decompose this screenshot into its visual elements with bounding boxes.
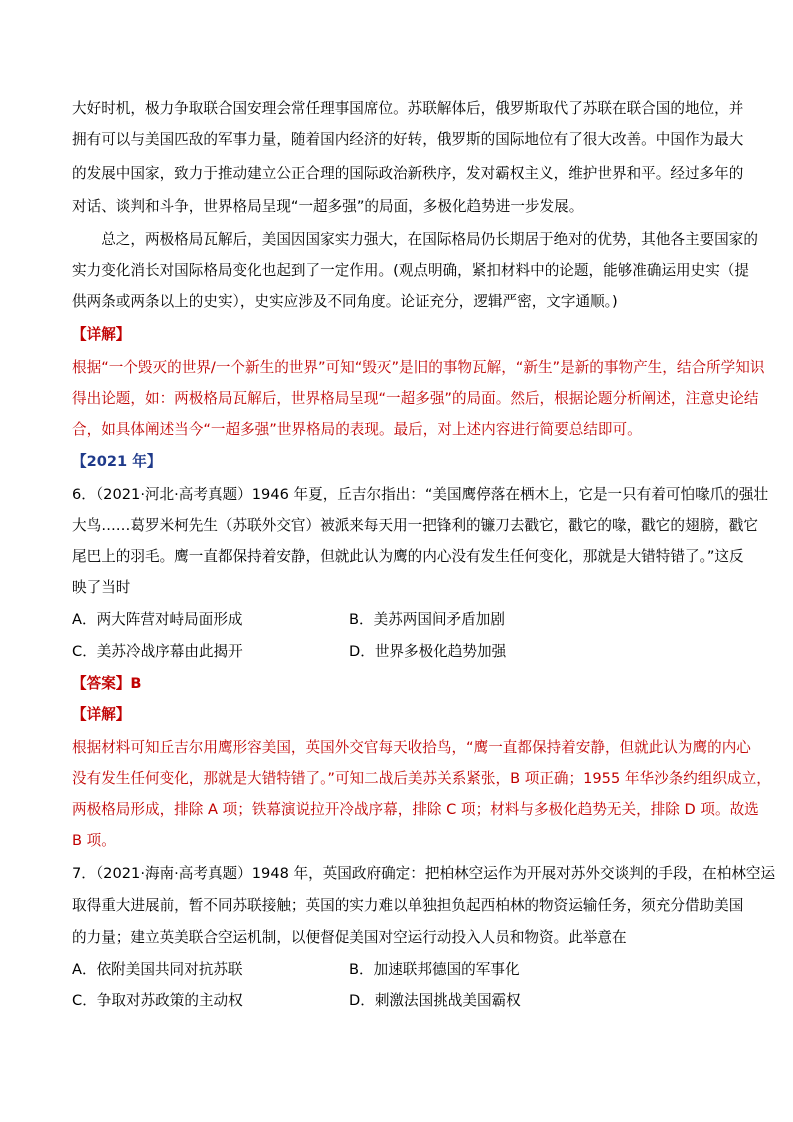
detail-heading-1: 【详解】 bbox=[72, 326, 131, 343]
q6-stem-line-3: 尾巴上的羽毛。鹰一直都保持着安静，但就此认为鹰的内心没有发生任何变化，那就是大错特错了。”这反 bbox=[72, 548, 744, 565]
q6-stem-line-4: 映了当时 bbox=[72, 579, 131, 596]
summary-line-3: 供两条或两条以上的史实），史实应涉及不同角度。论证充分，逻辑严密，文字通顺。) bbox=[72, 293, 618, 310]
q6-option-b: B．美苏两国间矛盾加剧 bbox=[349, 611, 505, 628]
q6-stem-line-2: 大鸟……葛罗米柯先生（苏联外交官）被派来每天用一把锋利的镰刀去戳它，戳它的喙，戳它的翅膀，戳它 bbox=[72, 517, 758, 534]
q7-option-b: B．加速联邦德国的军事化 bbox=[349, 961, 520, 978]
year-heading: 【2021 年】 bbox=[72, 453, 162, 470]
q6-detail-line-2: 没有发生任何变化，那就是大错特错了。”可知二战后美苏关系紧张，B 项正确；1955 年华沙条约组织成立， bbox=[72, 770, 771, 787]
q7-option-a: A．依附美国共同对抗苏联 bbox=[72, 961, 243, 978]
q7-stem-line-1: 7．（2021·海南·高考真题）1948 年，英国政府确定：把柏林空运作为开展对苏外交谈判的手段，在柏林空运 bbox=[72, 865, 776, 882]
q6-stem-line-1: 6．（2021·河北·高考真题）1946 年夏，丘吉尔指出：“美国鹰停落在栖木上，它是一只有着可怕喙爪的强壮 bbox=[72, 486, 769, 503]
q6-option-a: A．两大阵营对峙局面形成 bbox=[72, 611, 243, 628]
q6-answer: 【答案】B bbox=[72, 675, 142, 692]
q6-detail-line-1: 根据材料可知丘吉尔用鹰形容美国，英国外交官每天收拾鸟，“鹰一直都保持着安静，但就此认为鹰的内心 bbox=[72, 739, 751, 756]
intro-line-3: 的发展中国家，致力于推动建立公正合理的国际政治新秩序，发对霸权主义，维护世界和平。经过多年的 bbox=[72, 165, 744, 182]
detail1-line-2: 得出论题，如：两极格局瓦解后，世界格局呈现“一超多强”的局面。然后，根据论题分析阐述，注意史论结 bbox=[72, 390, 759, 407]
q6-option-c: C．美苏冷战序幕由此揭开 bbox=[72, 643, 243, 660]
q7-stem-line-3: 的力量；建立英美联合空运机制，以便督促美国对空运行动投入人员和物资。此举意在 bbox=[72, 929, 627, 946]
q6-detail-line-3: 两极格局形成，排除 A 项；铁幕演说拉开冷战序幕，排除 C 项；材料与多极化趋势无关，排除 D 项。故选 bbox=[72, 801, 759, 818]
q6-detail-heading: 【详解】 bbox=[72, 706, 131, 723]
intro-line-2: 拥有可以与美国匹敌的军事力量，随着国内经济的好转，俄罗斯的国际地位有了很大改善。中国作为最大 bbox=[72, 131, 744, 148]
q7-option-d: D．刺激法国挑战美国霸权 bbox=[349, 992, 521, 1009]
summary-line-1: 总之，两极格局瓦解后，美国因国家实力强大，在国际格局仍长期居于绝对的优势，其他各主要国家的 bbox=[72, 231, 758, 248]
q6-option-d: D．世界多极化趋势加强 bbox=[349, 643, 507, 660]
detail1-line-3: 合，如具体阐述当今“一超多强”世界格局的表现。最后，对上述内容进行简要总结即可。 bbox=[72, 421, 642, 438]
detail1-line-1: 根据“一个毁灭的世界/一个新生的世界”可知“毁灭”是旧的事物瓦解，“新生”是新的事物产生，结合所学知识 bbox=[72, 359, 765, 376]
q7-stem-line-2: 取得重大进展前，暂不同苏联接触；英国的实力难以单独担负起西柏林的物资运输任务，须充分借助美国 bbox=[72, 897, 744, 914]
q7-option-c: C．争取对苏政策的主动权 bbox=[72, 992, 243, 1009]
intro-line-4: 对话、谈判和斗争，世界格局呈现“一超多强”的局面，多极化趋势进一步发展。 bbox=[72, 198, 584, 215]
summary-line-2: 实力变化消长对国际格局变化也起到了一定作用。(观点明确，紧扣材料中的论题，能够准确运用史实（提 bbox=[72, 262, 750, 279]
q6-detail-line-4: B 项。 bbox=[72, 832, 116, 849]
intro-line-1: 大好时机，极力争取联合国安理会常任理事国席位。苏联解体后，俄罗斯取代了苏联在联合国的地位，并 bbox=[72, 100, 744, 117]
